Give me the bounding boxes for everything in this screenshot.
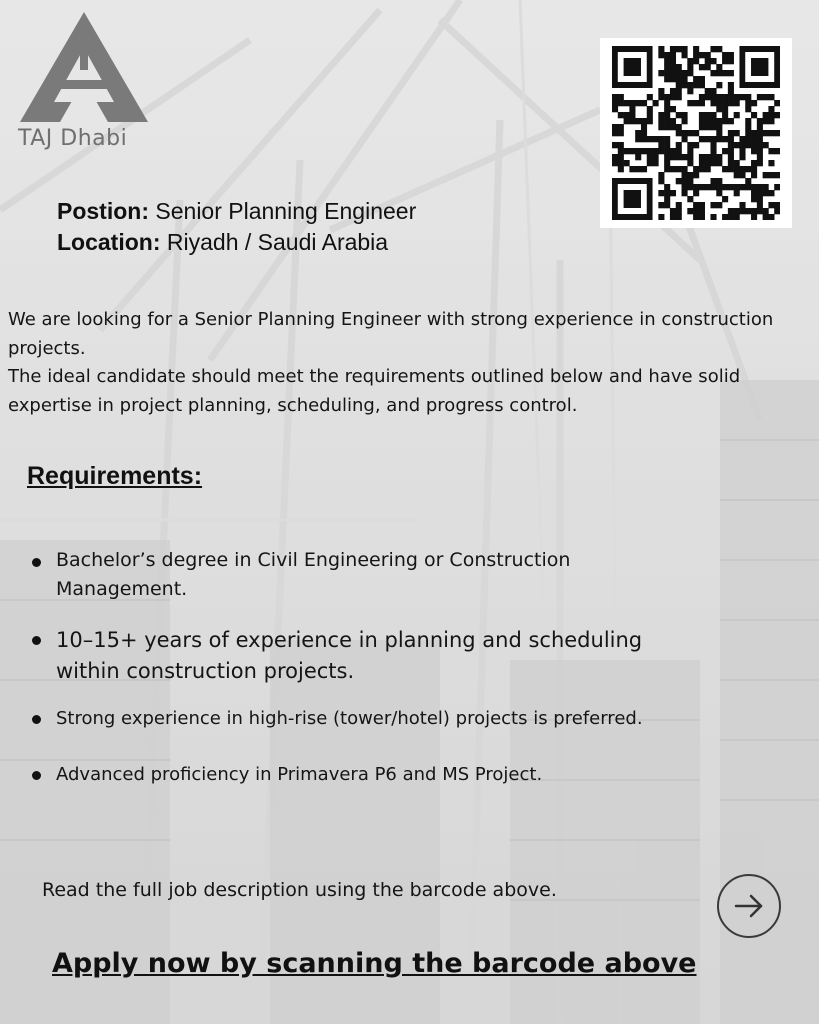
intro-text [8, 306, 808, 420]
next-arrow-button[interactable] [717, 874, 781, 938]
apply-now-link[interactable]: Apply now by scanning the barcode above [52, 948, 697, 979]
qr-code-icon[interactable] [600, 38, 792, 228]
location-value: Riyadh / Saudi Arabia [166, 229, 389, 255]
requirement-text: Advanced proficiency in Primavera P6 and MS Project. [56, 764, 543, 785]
requirement-item [32, 705, 712, 733]
bullet-dot-icon [32, 636, 41, 645]
bullet-dot-icon [32, 715, 41, 724]
bullet-dot-icon [32, 771, 41, 780]
read-description-text: Read the full job description using the barcode above. [42, 879, 557, 901]
intro-line-1: We are looking for a Senior Planning Engineer with strong experience in construction projects. [8, 309, 774, 359]
requirement-text: Strong experience in high-rise (tower/hotel) projects is preferred. [56, 708, 643, 729]
requirement-item [32, 625, 662, 687]
arrow-right-icon [733, 890, 765, 922]
location-label: Location: [57, 229, 161, 255]
position-row [57, 196, 416, 227]
requirement-item [32, 546, 612, 604]
bullet-dot-icon [32, 558, 41, 567]
location-row [57, 227, 416, 258]
requirement-text: 10–15+ years of experience in planning and scheduling within construction projects. [56, 628, 643, 683]
requirement-item [32, 761, 712, 789]
brand-name: TAJ Dhabi [18, 126, 128, 151]
position-label: Postion: [57, 198, 149, 224]
requirements-title: Requirements: [27, 462, 203, 490]
job-meta [57, 196, 416, 258]
intro-line-2: The ideal candidate should meet the requirements outlined below and have solid expertise in project planning, scheduling, and progress control. [8, 366, 741, 416]
position-value: Senior Planning Engineer [155, 198, 417, 224]
requirement-text: Bachelor’s degree in Civil Engineering or Construction Management. [56, 549, 571, 600]
